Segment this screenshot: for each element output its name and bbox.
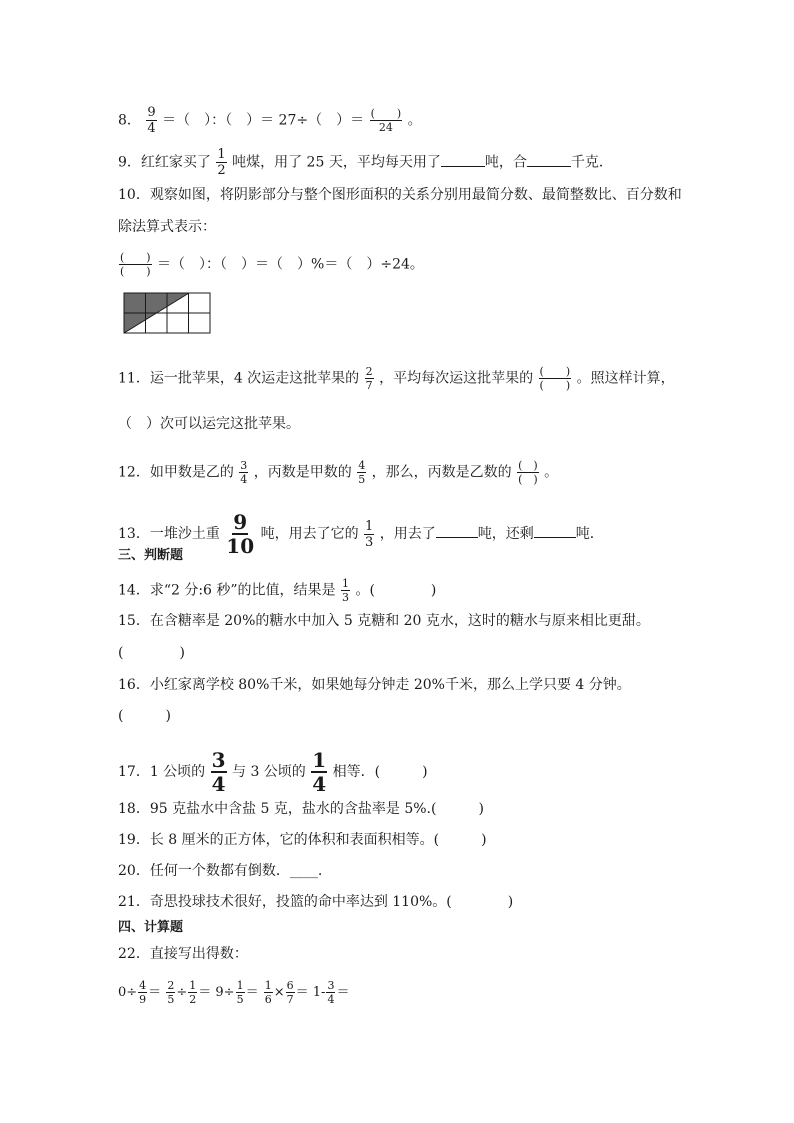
fraction: $\frac{9}{4}$ [147, 105, 156, 136]
question-15: 15．在含糖率是 20%的糖水中加入 5 克糖和 20 克水，这时的糖水与原来相比更甜。 [118, 613, 650, 629]
question-9: 9．红红家买了 $\frac{1}{2}$ 吨煤，用了 25 天，平均每天用了 吨，合 千克． [118, 147, 613, 178]
question-10-answer: $\frac{( )}{( )}$ ＝（ ）：（ ）＝（ ）%＝（ ）÷24。 [120, 251, 424, 278]
question-19: 19．长 8 厘米的正方体，它的体积和表面积相等。( ) [118, 832, 487, 848]
fraction: $\frac{1}{4}$ [312, 748, 327, 796]
question-10-line2: 除法算式表示： [118, 219, 216, 235]
question-18: 18．95 克盐水中含盐 5 克，盐水的含盐率是 5%.( ) [118, 801, 484, 817]
answer-blank[interactable] [527, 152, 571, 167]
question-10-line1: 10．观察如图，将阴影部分与整个图形面积的关系分别用最简分数、最简整数比、百分数和 [118, 187, 682, 203]
expression-1: 0÷ $\frac{4}{9}$ ＝ [118, 979, 162, 1006]
fraction-blank: $\frac{( )}{( )}$ [518, 459, 538, 486]
fraction: $\frac{9}{10}$ [226, 510, 255, 558]
question-13: 13．一堆沙土重 $\frac{9}{10}$ 吨，用去了它的 $\frac{1}{3}$ ，用去了 吨，还剩 吨． [118, 510, 604, 558]
fraction: $\frac{1}{2}$ [217, 147, 226, 178]
fraction-blank: $\frac{( )}{( )}$ [120, 251, 151, 278]
question-22: 22．直接写出得数： [118, 946, 248, 962]
fraction: $\frac{4}{5}$ [358, 459, 366, 486]
expression-2: $\frac{2}{5}$ ÷ $\frac{1}{2}$ ＝ [167, 979, 212, 1006]
expression-3: 9÷ $\frac{1}{5}$ ＝ [215, 979, 259, 1006]
fraction: $\frac{1}{3}$ [342, 577, 350, 604]
question-20: 20．任何一个数都有倒数．____. [118, 863, 323, 879]
section-heading-calculation: 四、计算题 [118, 920, 184, 935]
question-8: 8． $\frac{9}{4}$ ＝（ ）：（ ）＝ 27÷（ ）＝ $\frac{( )}{24}$ 。 [118, 105, 422, 136]
expression-5: 1- $\frac{3}{4}$ ＝ [312, 979, 350, 1006]
question-21: 21．奇思投球技术很好，投篮的命中率达到 110%。( ) [118, 894, 514, 910]
shaded-grid-figure [123, 292, 211, 334]
question-12: 12．如甲数是乙的 $\frac{3}{4}$ ，丙数是甲数的 $\frac{4}{5}$ ，那么，丙数是乙数的 $\frac{( )}{( )}$ 。 [118, 459, 559, 486]
fraction-blank: $\frac{( )}{( )}$ [539, 365, 571, 392]
question-11-line2: （ ）次可以运完这批苹果。 [118, 416, 300, 432]
question-22-expressions [118, 980, 349, 1005]
answer-blank[interactable] [436, 523, 478, 538]
fraction-blank: $\frac{( )}{24}$ [370, 107, 402, 134]
section-heading-judgement: 三、判断题 [118, 548, 184, 563]
expression-4: $\frac{1}{6}$ × $\frac{6}{7}$ ＝ [264, 979, 309, 1006]
fraction: $\frac{3}{4}$ [240, 459, 248, 486]
question-15-answer[interactable]: ( ) [118, 645, 185, 661]
question-14: 14．求“2 分:6 秒”的比值，结果是 $\frac{1}{3}$ 。( ) [118, 577, 437, 604]
question-17: 17．1 公顷的 $\frac{3}{4}$ 与 3 公顷的 $\frac{1}{4}$ 相等．( ) [118, 748, 428, 796]
fraction: $\frac{1}{3}$ [365, 518, 374, 550]
fraction: $\frac{2}{7}$ [365, 365, 373, 392]
question-16: 16．小红家离学校 80%千米，如果她每分钟走 20%千米，那么上学只要 4 分钟。 [118, 677, 631, 693]
answer-blank[interactable] [441, 152, 485, 167]
fraction: $\frac{3}{4}$ [211, 748, 226, 796]
answer-blank[interactable] [534, 523, 576, 538]
question-11: 11．运一批苹果，4 次运走这批苹果的 $\frac{2}{7}$ ，平均每次运这批苹果的 $\frac{( )}{( )}$ 。照这样计算， [118, 365, 675, 392]
question-16-answer[interactable]: ( ) [118, 708, 171, 724]
